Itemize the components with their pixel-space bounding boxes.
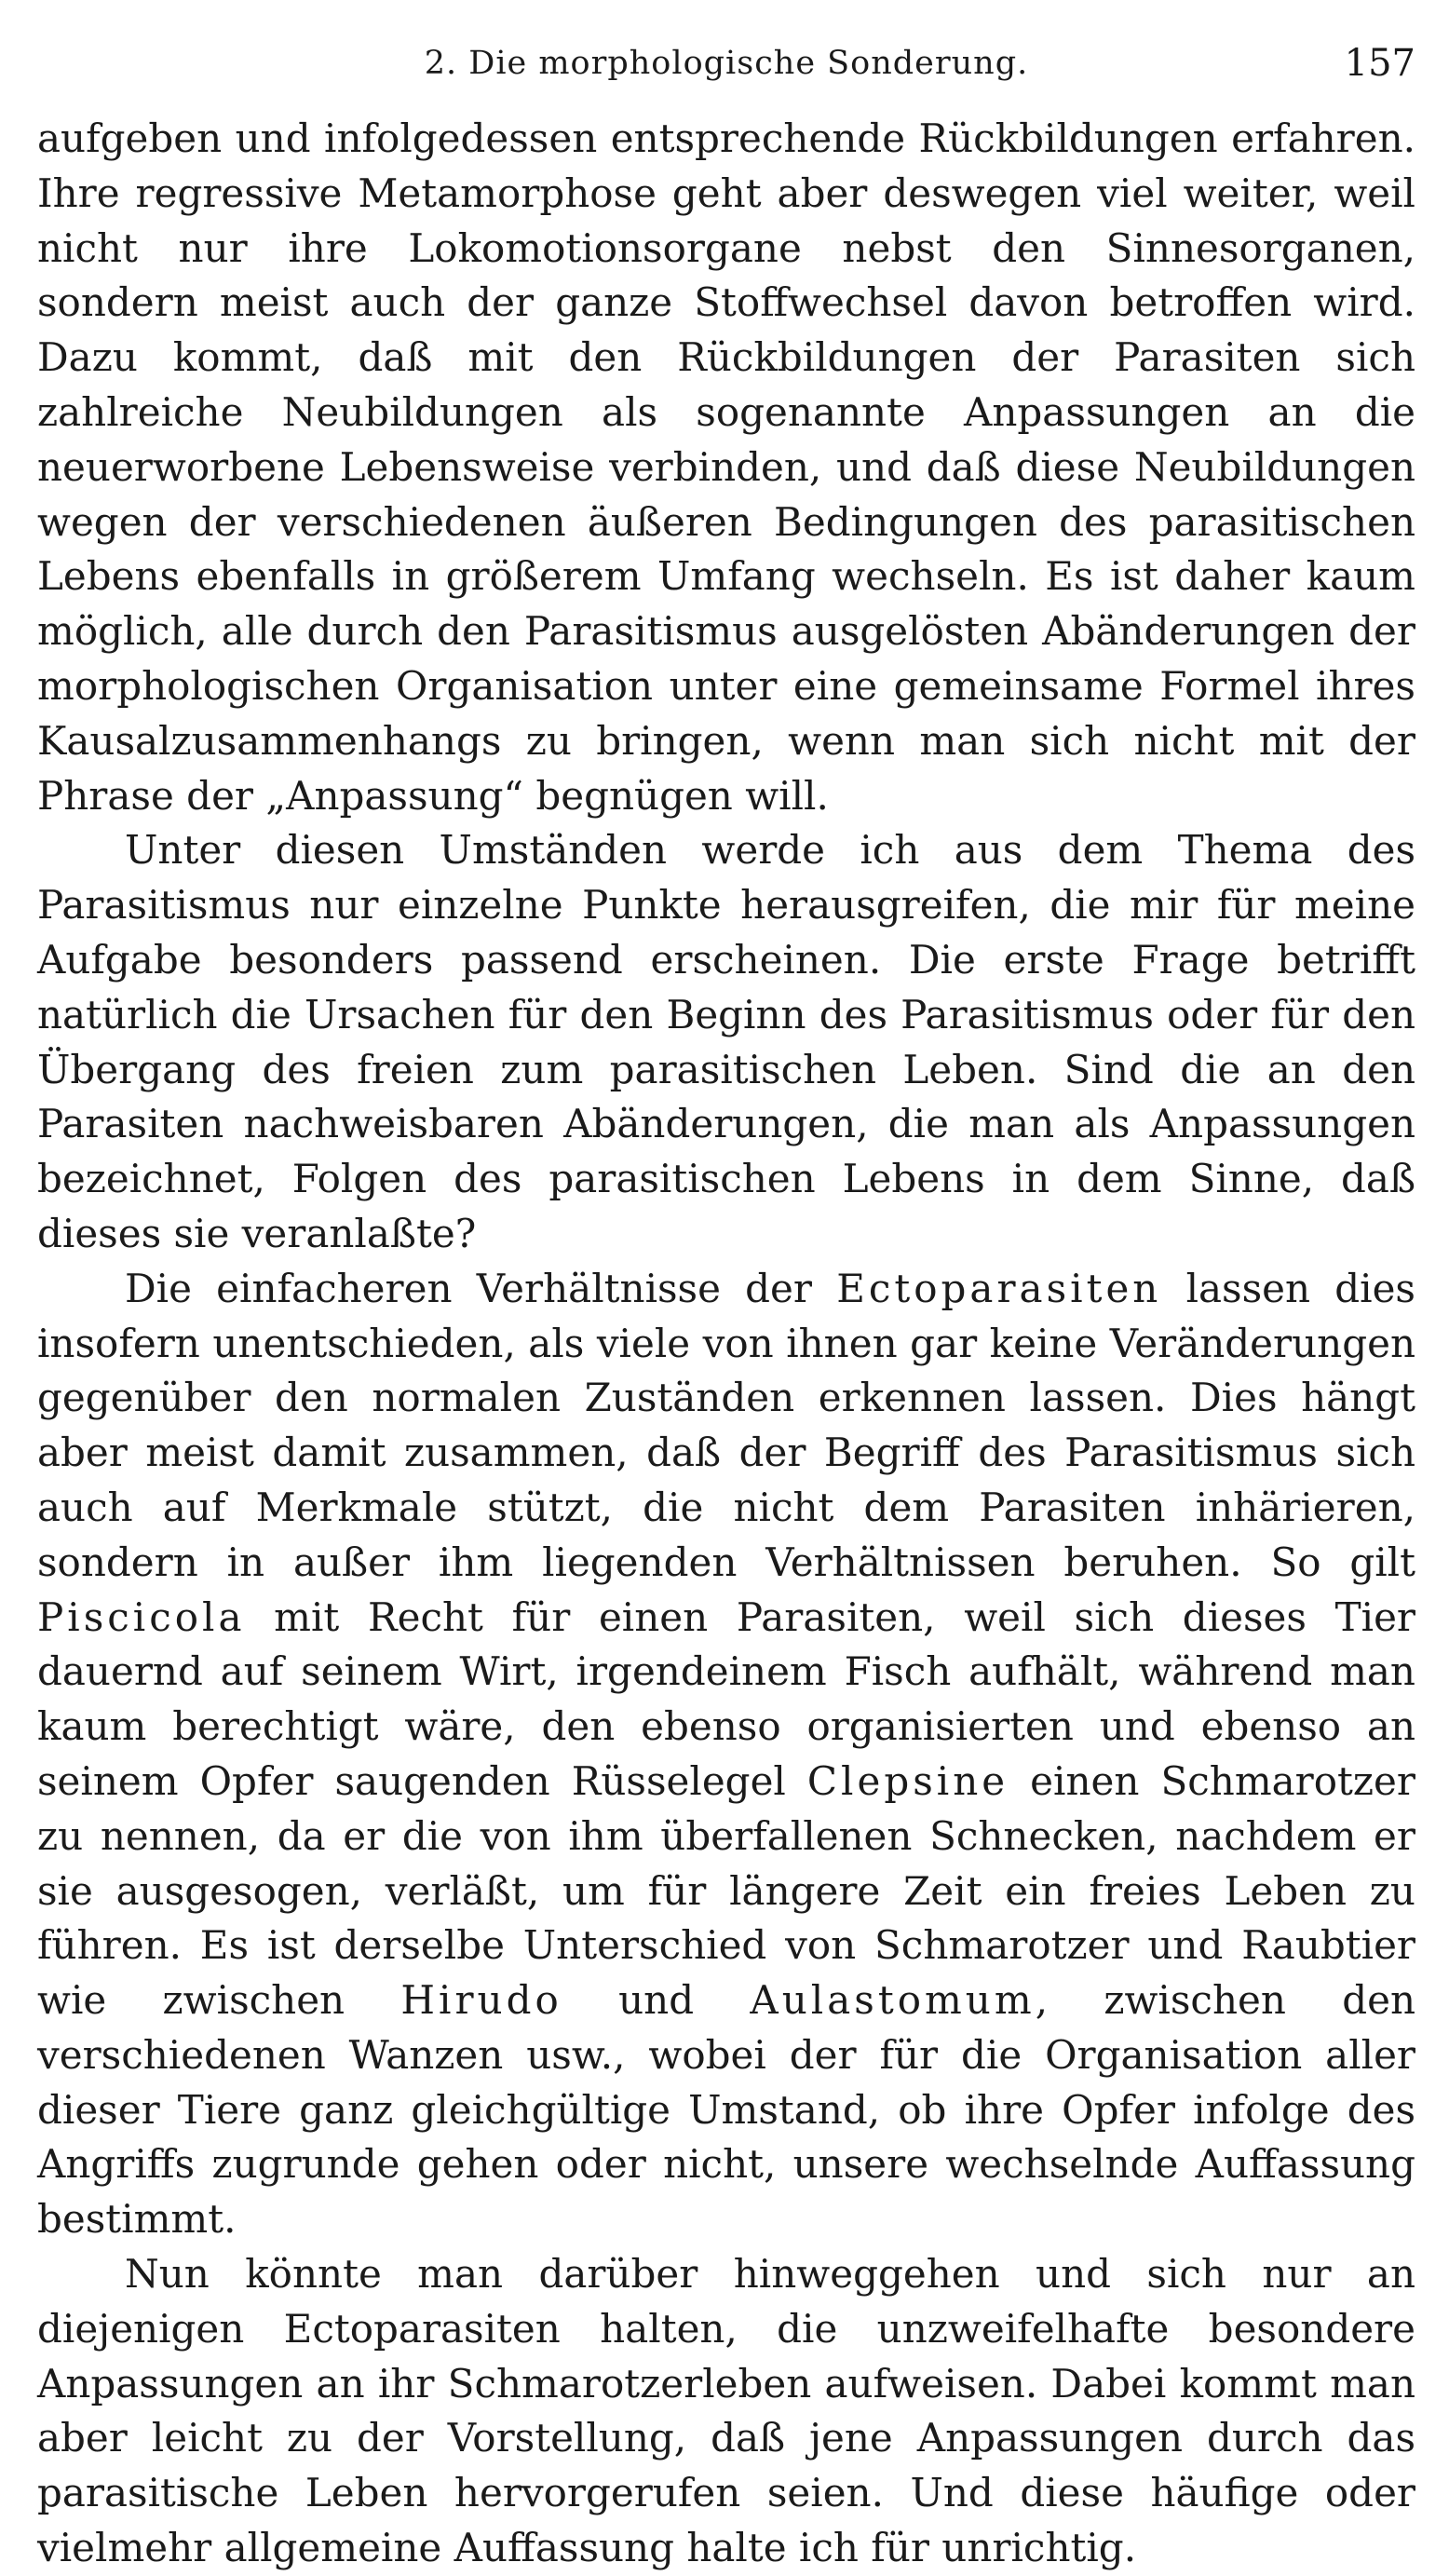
body-text [37, 112, 1415, 2576]
text-segment: Die einfacheren Verhältnisse der [125, 1265, 837, 1311]
paragraph-3 [37, 1262, 1415, 2247]
text-segment: lassen dies insofern unentschieden, als viele von ihnen gar keine Veränderungen gegenüber den normalen Zuständen erkennen lassen. Dies hängt aber meist damit zusammen, daß der Begriff des Parasitismus sich auch auf Merkmale stützt, die nicht dem Parasiten inhärieren, sondern in außer ihm liegenden Verhältnissen beruhen. So gilt [37, 1265, 1415, 1585]
text-segment: Nun könnte man darüber hinweggehen und sich nur an diejenigen Ectoparasiten halten, die unzweifelhafte besondere Anpassungen an ihr Schmarotzerleben aufweisen. Dabei kommt man aber leicht zu der Vorstellung, daß jene Anpassungen durch das parasitische Leben hervorgerufen seien. Und diese häufige oder vielmehr allgemeine Auffassung halte ich für unrichtig. [37, 2251, 1415, 2571]
emphasized-term: Ectoparasiten [836, 1265, 1162, 1311]
text-segment: und [562, 1977, 751, 2024]
page-number: 157 [1344, 42, 1415, 85]
paragraph-1 [37, 112, 1415, 823]
text-segment: einen Schmarotzer zu nennen, da er die von ihm überfallenen Schnecken, nachdem er sie ausgesogen, verläßt, um für längere Zeit ein freies Leben zu führen. Es ist derselbe Unterschied von Schmarotzer und Raubtier wie zwischen [37, 1757, 1415, 2024]
text-segment: , zwischen den verschiedenen Wanzen usw., wobei der für die Organisation aller dieser Tiere ganz gleichgültige Umstand, ob ihre Opfer infolge des Angriffs zugrunde gehen oder nicht, unsere wechselnde Auffassung bestimmt. [37, 1977, 1416, 2243]
text-segment: Unter diesen Umständen werde ich aus dem Thema des Parasitismus nur einzelne Punkte herausgreifen, die mir für meine Aufgabe besonders passend erscheinen. Die erste Frage betrifft natürlich die Ursachen für den Beginn des Parasitismus oder für den Übergang des freien zum parasitischen Leben. Sind die an den Parasiten nachweisbaren Abänderungen, die man als Anpassungen bezeichnet, Folgen des parasitischen Lebens in dem Sinne, daß dieses sie veranlaßte? [37, 827, 1415, 1256]
book-page [37, 35, 1415, 2576]
running-title: 2. Die morphologische Sonderung. [424, 45, 1029, 82]
emphasized-term: Piscicola [37, 1593, 246, 1640]
emphasized-term: Clepsine [806, 1757, 1009, 1804]
page-header [37, 35, 1415, 91]
paragraph-4 [37, 2247, 1415, 2576]
emphasized-term: Aulastomum [750, 1977, 1036, 2024]
text-segment: mit Recht für einen Parasiten, weil sich dieses Tier dauernd auf seinem Wirt, irgendeinem Fisch aufhält, während man kaum berechtigt wäre, den ebenso organisierten und ebenso an seinem Opfer saugenden Rüsselegel [37, 1593, 1415, 1804]
emphasized-term: Hirudo [400, 1977, 562, 2024]
text-segment: aufgeben und infolgedessen entsprechende Rückbildungen erfahren. Ihre regressive Metamorphose geht aber deswegen viel weiter, weil nicht nur ihre Lokomotionsorgane nebst den Sinnesorganen, sondern meist auch der ganze Stoffwechsel davon betroffen wird. Dazu kommt, daß mit den Rückbildungen der Parasiten sich zahlreiche Neubildungen als sogenannte Anpassungen an die neuerworbene Lebensweise verbinden, und daß diese Neubildungen wegen der verschiedenen äußeren Bedingungen des parasitischen Lebens ebenfalls in größerem Umfang wechseln. Es ist daher kaum möglich, alle durch den Parasitismus ausgelösten Abänderungen der morphologischen Organisation unter eine gemeinsame Formel ihres Kausalzusammenhangs zu bringen, wenn man sich nicht mit der Phrase der „Anpassung“ begnügen will. [37, 115, 1415, 819]
paragraph-2 [37, 823, 1415, 1261]
